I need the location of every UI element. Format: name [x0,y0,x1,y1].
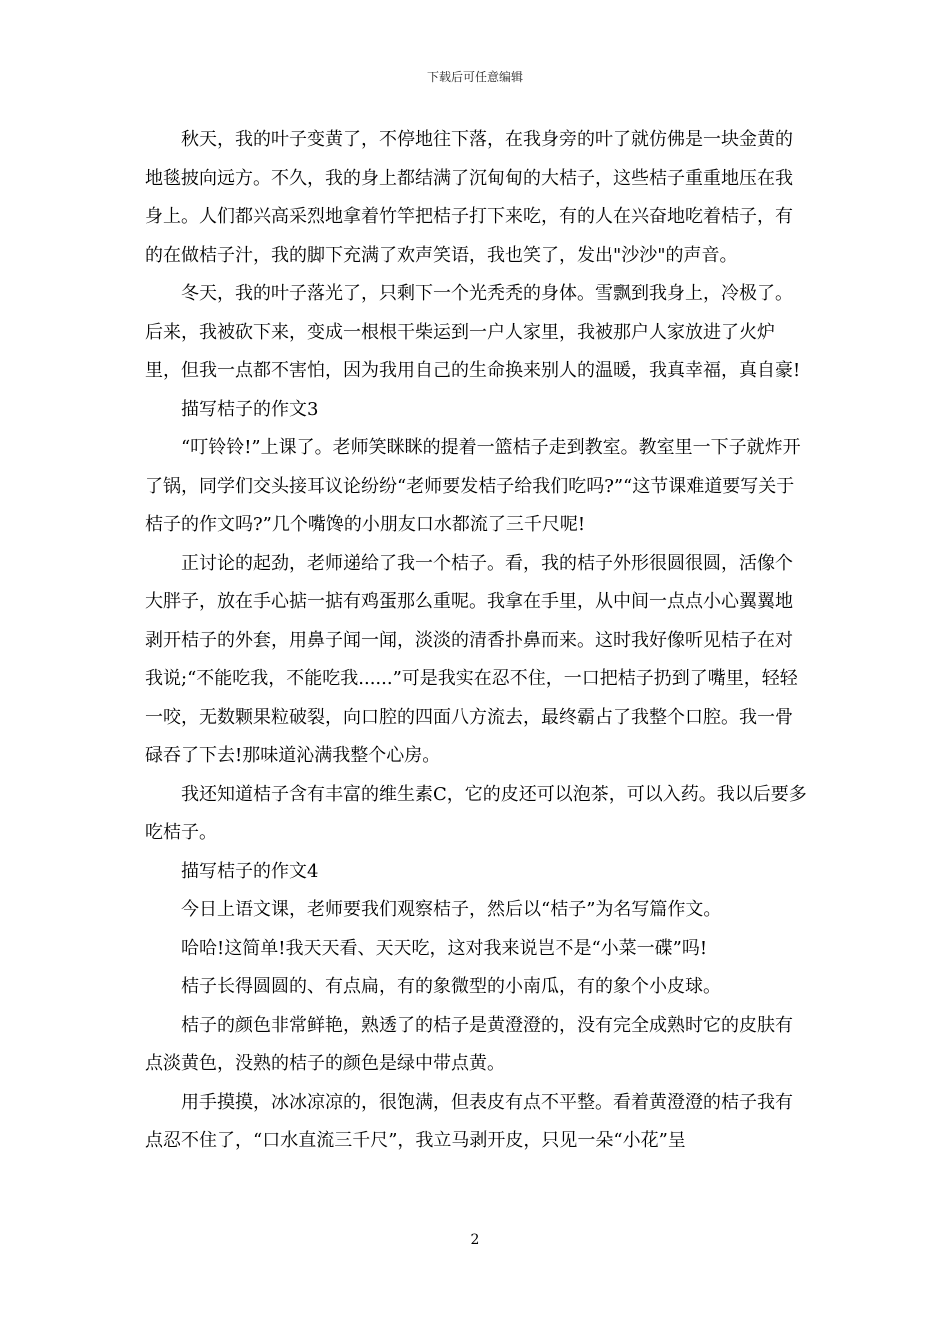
document-body [145,121,807,1161]
paragraph-peeling: 正讨论的起劲，老师递给了我一个桔子。看，我的桔子外形很圆很圆，活像个大胖子，放在手心掂一掂有鸡蛋那么重呢。我拿在手里，从中间一点点小心翼翼地剥开桔子的外套，用鼻子闻一闻，淡淡的清香扑鼻而来。这时我好像听见桔子在对我说;“不能吃我，不能吃我......”可是我实在忍不住，一口把桔子扔到了嘴里，轻轻一咬，无数颗果粒破裂，向口腔的四面八方流去，最终霸占了我整个口腔。我一骨碌吞了下去!那味道沁满我整个心房。 [145,552,798,766]
paragraph-class-bell: “叮铃铃!”上课了。老师笑眯眯的提着一篮桔子走到教室。教室里一下子就炸开了锅，同学们交头接耳议论纷纷“老师要发桔子给我们吃吗?”“这节课难道要写关于桔子的作文吗?”几个嘴馋的小朋友口水都流了三千尺呢! [145,437,801,535]
section-heading-3: 描写桔子的作文3 [181,398,319,420]
paragraph-color: 桔子的颜色非常鲜艳，熟透了的桔子是黄澄澄的，没有完全成熟时它的皮肤有点淡黄色，没熟的桔子的颜色是绿中带点黄。 [145,1014,793,1074]
paragraph-assignment: 今日上语文课，老师要我们观察桔子，然后以“桔子”为名写篇作文。 [181,899,722,920]
paragraph-easy: 哈哈!这简单!我天天看、天天吃，这对我来说岂不是“小菜一碟”吗! [181,937,708,959]
page-header: 下载后可任意编辑 [426,70,523,84]
paragraph-winter: 冬天，我的叶子落光了，只剩下一个光秃秃的身体。雪飘到我身上，冷极了。后来，我被砍下来，变成一根根干柴运到一户人家里，我被那户人家放进了火炉里，但我一点都不害怕，因为我用自己的生命换来别人的温暖，我真幸福，真自豪! [145,283,801,381]
page-number: 2 [470,1232,480,1248]
paragraph-shape: 桔子长得圆圆的、有点扁，有的象微型的小南瓜，有的象个小皮球。 [181,976,721,997]
paragraph-autumn: 秋天，我的叶子变黄了，不停地往下落，在我身旁的叶了就仿佛是一块金黄的地毯披向远方。不久，我的身上都结满了沉甸甸的大桔子，这些桔子重重地压在我身上。人们都兴高采烈地拿着竹竿把桔子打下来吃，有的人在兴奋地吃着桔子，有的在做桔子汁，我的脚下充满了欢声笑语，我也笑了，发出"沙沙"的声音。 [145,129,793,266]
paragraph-vitamin: 我还知道桔子含有丰富的维生素C，它的皮还可以泡茶，可以入药。我以后要多吃桔子。 [145,783,807,843]
section-heading-4: 描写桔子的作文4 [181,860,319,882]
paragraph-touch: 用手摸摸，冰冰凉凉的，很饱满，但表皮有点不平整。看着黄澄澄的桔子我有点忍不住了，“口水直流三千尺”，我立马剥开皮，只见一朵“小花”呈 [145,1091,793,1151]
